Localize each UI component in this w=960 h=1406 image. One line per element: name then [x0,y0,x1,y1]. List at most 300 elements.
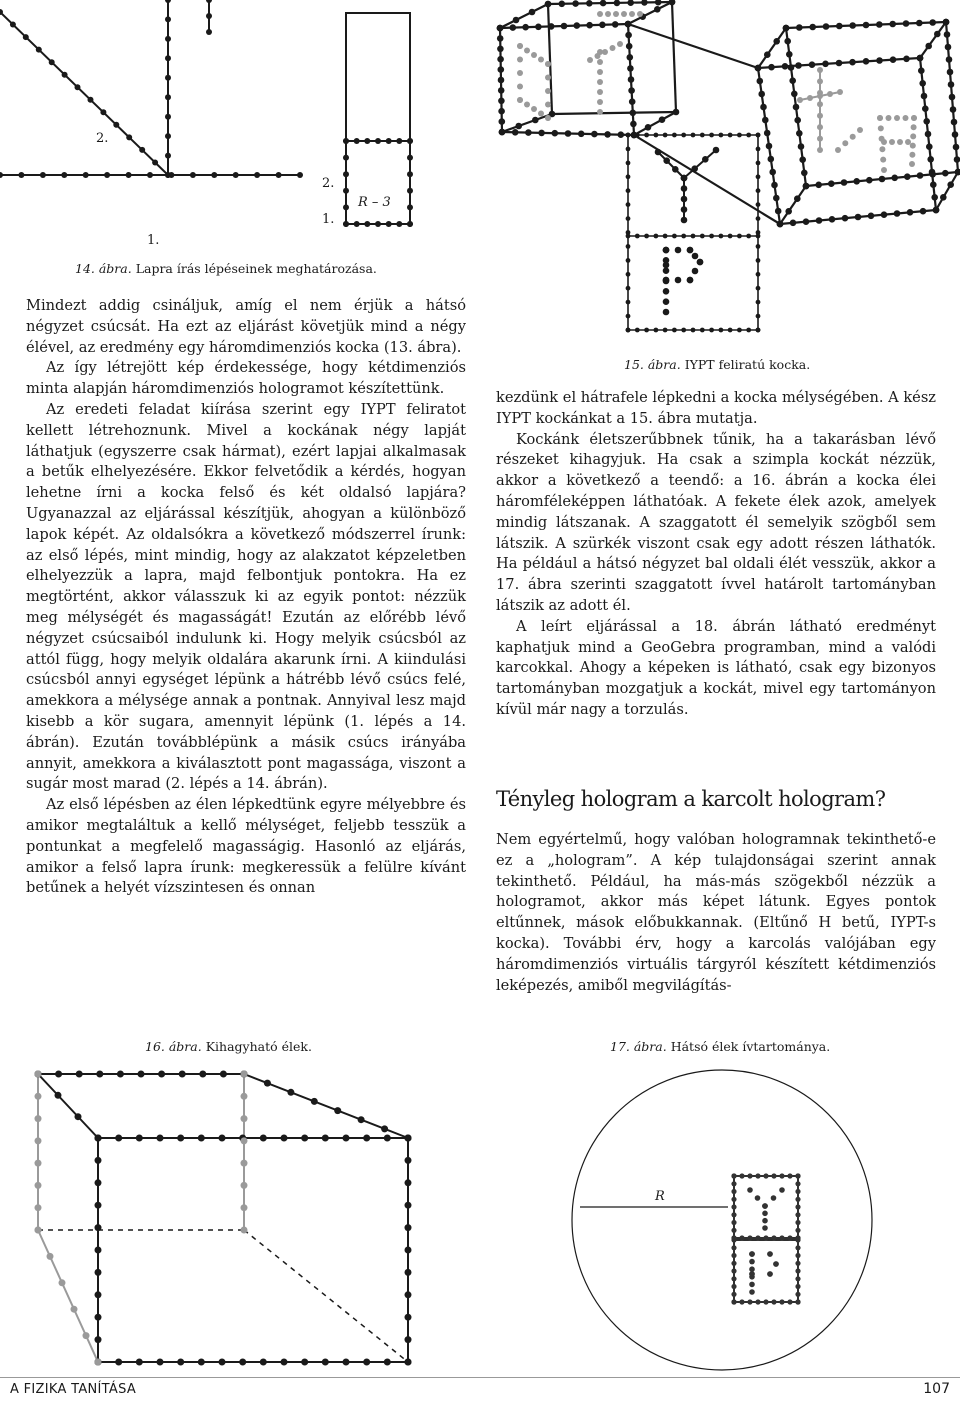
right-paragraph-2: Kockánk életszerűbbnek tűnik, ha a takarásban lévő részeket kihagyjuk. Ha csak a szimpla kockát nézzük, akkor a következő a teendő: a 16. ábrán a kocka élei háromféleképpen láthatóak. A fekete élek azok, amelyek mindig látszanak. A szaggatott él semelyik szögből sem látszik. A szürkék viszont csak egy adott részen láthatók. Ha például a hátsó négyzet bal oldali élét vesszük, akkor a 17. ábra szerinti szaggatott ívvel határolt tartományban látszik az adott él. [496,430,936,614]
fig15-edge-dot [764,130,771,137]
fig15-edge-dot [548,23,555,30]
fig15-letter-dot [655,149,662,156]
fig15-gray-letter-dot [835,147,841,153]
fig15-edge-dot [793,104,800,111]
fig15-letter-dot [691,165,698,172]
fig15-cube-edge [548,4,552,114]
fig16-edge-dot [95,1336,102,1343]
fig17-face-dot [731,1212,736,1217]
fig15-edge-dot [925,43,932,50]
fig15-gray-letter-dot [545,88,551,94]
fig15-face-dot [691,133,696,138]
fig15-edge-dot [578,131,585,138]
fig16-edge-dot [405,1359,412,1366]
fig16-edge-dot [95,1135,102,1142]
fig15-edge-dot [950,106,957,113]
fig15-letter-dot [672,166,679,173]
fig15-gray-letter-dot [897,139,903,145]
fig16-edge-dot [405,1247,412,1254]
fig14-vertical-dot [165,0,171,3]
fig14-square-dot [364,221,370,227]
fig16-edge-dot [322,1135,329,1142]
fig15-gray-letter-dot [587,57,593,63]
fig14-square-dot [343,138,349,144]
fig14-diagonal-dot [10,22,16,28]
fig15-edge-dot [866,177,873,184]
fig17-face-dot [795,1261,800,1266]
fig15-edge-dot [849,22,856,29]
fig17-letter-dot [767,1271,773,1277]
fig17-face-dot [731,1204,736,1209]
fig14-diagonal-dot [49,59,55,65]
fig14-vertical-dot [206,0,212,3]
right-paragraph-1: kezdünk el hátrafele lépkedni a kocka mélységében. A kész IYPT kockánkat a 15. ábra mutatja. [496,389,936,427]
fig15-face-dot [672,133,677,138]
fig15-face-dot [737,234,742,239]
fig14-diagonal-dot [139,147,145,153]
fig15-edge-dot [904,173,911,180]
fig15-gray-letter-dot [842,140,848,146]
fig15-letter-dot [663,309,670,316]
fig15-edge-dot [917,55,924,62]
fig14-horizontal-dot [61,172,67,178]
left-paragraph-4: Az első lépésben az élen lépkedtünk egyre mélyebbre és amikor megtaláltuk a kellő mélységet, feljebb tesszük a pontunkat a megfelelő magasságig. Hasonló az eljárás, amikor a felső lapra írunk: megkeressük a felülre kívánt betűnek a helyét vízszintesen és onnan [26,796,466,897]
fig15-gray-letter-dot [517,43,523,49]
fig14-diagonal-dot [36,47,42,53]
fig17-face-dot [755,1299,760,1304]
fig15-edge-dot [903,20,910,27]
fig15-gray-letter-dot [909,152,915,158]
fig15-face-dot [756,133,761,138]
left-text-column [26,296,466,899]
fig17-face-dot [779,1235,784,1240]
fig16-edge-dot [220,1071,227,1078]
fig16-edge-dot [358,1116,365,1123]
right-paragraph-4: Nem egyértelmű, hogy valóban hologramnak tekinthető-e ez a „hologram”. A kép tulajdonságai szerint annak tekinthető. Például, ha más-más szögekből nézzük a hologramot, akkor más képet látunk. Egyes pontok eltűnnek, mások előbukkannak. (Eltűnő H betű, IYPT-s kocka). További érv, hogy a karcolás valójában egy háromdimenziós virtuális tárgyról készített kétdimenziós leképezés, amiből megvilágítás- [496,831,936,994]
figure-15-caption [624,357,810,372]
fig15-edge-dot [561,23,568,30]
fig16-edge-dot [405,1157,412,1164]
fig15-edge-dot [777,221,784,228]
fig15-letter-dot [675,277,682,284]
fig16-edge-dot [311,1098,318,1105]
fig15-letter-dot [697,259,704,266]
fig17-letter-dot [749,1251,755,1257]
fig14-horizontal-dot [83,172,89,178]
fig16-edge-dot [363,1135,370,1142]
fig15-face-dot [728,328,733,333]
fig16-edge-dot [95,1314,102,1321]
figure-15-caption-number: 15. ábra. [624,357,681,372]
fig16-edge-dot [384,1359,391,1366]
fig14-square-dot [396,138,402,144]
fig15-cube-edge [672,2,676,112]
fig15-edge-dot [799,156,806,163]
fig15-edge-dot [953,144,960,151]
fig15-edge-dot [790,220,797,227]
fig16-edge-dot [260,1135,267,1142]
fig15-edge-dot [921,93,928,100]
fig15-edge-dot [522,24,529,31]
fig15-face-dot [626,258,631,263]
fig17-face-dot [787,1299,792,1304]
fig15-gray-letter-dot [817,90,823,96]
fig16-gray-dot [241,1182,248,1189]
fig15-edge-dot [599,22,606,29]
fig17-letter-dot [773,1261,779,1267]
fig17-face-dot [795,1181,800,1186]
fig17-letter-dot [762,1218,768,1224]
fig15-face-dot [644,328,649,333]
fig16-edge-dot [260,1359,267,1366]
fig15-face-dot [626,133,631,138]
fig15-gray-letter-dot [517,97,523,103]
fig15-letter-dot [663,267,670,274]
fig15-edge-dot [944,31,951,38]
fig15-letter-dot [692,268,699,275]
fig17-face-dot [795,1284,800,1289]
fig17-face-dot [795,1228,800,1233]
fig16-gray-dot [241,1115,248,1122]
fig16-edge-dot [322,1359,329,1366]
fig16-edge-dot [384,1135,391,1142]
fig16-edge-dot [136,1135,143,1142]
fig15-letter-dot [687,247,694,254]
fig17-face-dot [779,1299,784,1304]
fig15-edge-dot [940,194,947,201]
fig15-edge-dot [497,35,504,42]
fig14-diagonal-dot [88,97,94,103]
fig15-edge-dot [786,51,793,58]
fig15-edge-dot [618,131,625,138]
fig15-edge-dot [842,215,849,222]
fig15-face-dot [626,161,631,166]
fig16-gray-dot [71,1306,78,1313]
fig15-gray-letter-dot [817,136,823,142]
fig14-horizontal-dot [211,172,217,178]
fig17-radius-label: R [655,1189,665,1204]
fig15-edge-dot [946,56,953,63]
fig16-edge-dot [281,1135,288,1142]
fig16-gray-dot [83,1332,90,1339]
fig17-face-dot [795,1189,800,1194]
fig15-edge-dot [891,175,898,182]
fig15-gray-letter-dot [597,59,603,65]
fig17-face-dot [795,1253,800,1258]
fig16-edge-dot [405,1336,412,1343]
fig17-face-dot [795,1245,800,1250]
fig15-edge-dot [853,178,860,185]
fig15-letter-dot [663,298,670,305]
fig17-letter-dot [771,1195,777,1201]
fig15-face-dot [672,328,677,333]
fig15-gray-letter-dot [889,139,895,145]
fig17-face-dot [731,1173,736,1178]
fig15-edge-dot [795,62,802,69]
fig14-vertical-dot [165,75,171,81]
fig17-face-dot [787,1235,792,1240]
fig15-edge-dot [829,216,836,223]
fig15-letter-dot [681,196,688,203]
fig17-face-dot [731,1228,736,1233]
fig17-face-dot [795,1204,800,1209]
fig15-edge-dot [933,207,940,214]
fig15-face-dot [709,133,714,138]
fig14-diagonal-dot [75,84,81,90]
fig15-edge-dot [907,209,914,216]
fig15-edge-dot [798,143,805,150]
fig15-gray-letter-dot [881,167,887,173]
fig15-gray-letter-dot [517,57,523,63]
fig15-edge-dot [591,131,598,138]
fig15-edge-dot [655,0,662,6]
fig15-edge-dot [565,130,572,137]
fig15-face-dot [626,188,631,193]
fig15-edge-dot [796,24,803,31]
fig17-letter-dot [747,1187,753,1193]
fig15-face-dot [746,328,751,333]
fig16-edge-dot [343,1359,350,1366]
fig16-edge-dot [198,1359,205,1366]
fig15-edge-dot [529,9,536,16]
fig15-gray-letter-dot [797,97,803,103]
fig15-edge-dot [627,54,634,61]
figure-14-caption-number: 14. ábra. [75,261,132,276]
fig17-face-dot [779,1173,784,1178]
fig15-edge-dot [919,80,926,87]
fig15-gray-letter-dot [597,11,603,17]
fig14-square-dot [396,221,402,227]
fig15-edge-dot [889,21,896,28]
fig17-face-dot [795,1237,800,1242]
fig16-edge-dot [179,1071,186,1078]
fig15-face-dot [626,286,631,291]
fig15-edge-dot [626,43,633,50]
fig16-edge-dot [334,1107,341,1114]
fig15-gray-letter-dot [621,11,627,17]
fig17-face-dot [731,1181,736,1186]
fig15-edge-dot [627,65,634,72]
fig15-edge-dot [849,59,856,66]
fig15-edge-dot [894,210,901,217]
fig15-edge-dot [498,77,505,84]
fig15-edge-dot [791,91,798,98]
fig15-edge-dot [917,172,924,179]
fig15-gray-letter-dot [597,109,603,115]
fig17-face-dot [731,1261,736,1266]
fig17-face-dot [755,1173,760,1178]
fig15-cube-edge [548,2,672,4]
fig14-square-dot [375,221,381,227]
fig15-edge-dot [863,22,870,29]
fig15-gray-letter-dot [903,115,909,121]
fig15-face-dot [746,234,751,239]
fig15-edge-dot [881,211,888,218]
fig15-gray-letter-dot [837,89,843,95]
fig15-gray-letter-dot [597,49,603,55]
figure-15-caption-text: IYPT feliratú kocka. [680,357,811,372]
fig15-edge-dot [768,64,775,71]
fig15-edge-dot [801,170,808,177]
fig15-letter-dot [663,262,670,269]
fig15-edge-dot [535,24,542,31]
fig16-gray-dot [241,1137,248,1144]
fig15-edge-dot [559,1,566,8]
fig14-square-dot [354,221,360,227]
fig15-edge-dot [625,21,632,28]
fig17-face-dot [731,1189,736,1194]
fig15-cube-edge [502,114,552,132]
fig15-gray-letter-dot [817,113,823,119]
fig17-letter-dot [749,1289,755,1295]
fig15-edge-dot [929,19,936,26]
fig16-edge-dot [95,1179,102,1186]
fig15-edge-dot [572,0,579,7]
fig15-gray-letter-dot [910,133,916,139]
fig15-gray-letter-dot [817,124,823,130]
footer-journal-title: A FIZIKA TANÍTÁSA [10,1382,137,1397]
figure-17-caption [610,1039,830,1054]
fig15-letter-dot [663,157,670,164]
fig17-face-dot [795,1292,800,1297]
fig14-square-dot [386,138,392,144]
left-paragraph-1: Mindezt addig csináljuk, amíg el nem érjük a hátsó négyzet csúcsát. Ha ezt az eljárást követjük mind a négy élével, az eredmény egy háromdimenziós kocka (13. ábra). [26,297,466,356]
fig15-edge-dot [803,183,810,190]
fig14-horizontal-dot [190,172,196,178]
fig16-edge-dot [405,1314,412,1321]
fig16-edge-dot [405,1224,412,1231]
fig15-edge-dot [773,195,780,202]
fig15-gray-letter-dot [911,124,917,130]
figure-16-caption-number: 16. ábra. [145,1039,202,1054]
fig14-label-step-1-left: 1. [147,233,160,248]
fig17-face-dot [739,1235,744,1240]
fig15-edge-dot [954,156,960,163]
fig15-edge-dot [766,143,773,150]
fig15-edge-dot [927,156,934,163]
fig15-gray-letter-dot [879,146,885,152]
fig15-face-dot [756,258,761,263]
fig14-label-step-1-right: 1. [322,212,335,227]
fig14-diagonal-dot [126,134,132,140]
fig15-edge-dot [764,51,771,58]
fig15-gray-letter-dot [538,111,544,117]
fig15-face-dot [626,328,631,333]
fig17-range-circle [572,1070,872,1370]
fig15-edge-dot [659,116,666,123]
fig17-letter-dot [762,1203,768,1209]
fig15-edge-dot [947,69,954,76]
fig14-square-dot [343,204,349,210]
fig17-face-dot [795,1268,800,1273]
fig14-diagonal-dot [100,109,106,115]
fig15-edge-dot [654,6,661,13]
fig15-edge-dot [532,117,539,124]
fig16-edge-dot [287,1089,294,1096]
fig15-face-dot [663,234,668,239]
fig16-edge-dot [138,1071,145,1078]
fig15-edge-dot [604,131,611,138]
fig15-edge-dot [552,130,559,137]
fig15-edge-dot [809,24,816,31]
fig15-edge-dot [943,19,950,26]
fig15-edge-dot [922,105,929,112]
fig15-edge-dot [931,194,938,201]
fig16-gray-dot [35,1115,42,1122]
fig15-edge-dot [538,130,545,137]
fig14-diagonal-dot [113,122,119,128]
fig14-horizontal-dot [233,172,239,178]
fig17-face-dot [771,1235,776,1240]
fig15-gray-letter-dot [545,61,551,67]
fig15-gray-letter-dot [524,102,530,108]
figure-17-drawing [480,1058,960,1374]
fig14-square-dot [375,138,381,144]
fig17-face-dot [731,1237,736,1242]
fig15-edge-dot [499,129,506,136]
fig15-edge-dot [916,20,923,27]
fig15-cube-edge [936,172,958,210]
fig17-letter-dot [762,1211,768,1217]
fig15-edge-dot [760,104,767,111]
fig15-edge-dot [836,23,843,30]
fig15-edge-dot [822,61,829,68]
fig14-vertical-dot [165,36,171,42]
fig16-edge-dot [115,1135,122,1142]
fig15-edge-dot [614,0,621,6]
fig14-square-dot [407,221,413,227]
fig15-edge-dot [525,129,532,136]
fig15-face-dot [626,234,631,239]
fig16-edge-dot [281,1359,288,1366]
fig15-face-dot [681,234,686,239]
left-paragraph-2: Az így létrejött kép érdekessége, hogy kétdimenziós minta alapján háromdimenziós hologramot készítettünk. [26,359,466,398]
fig15-edge-dot [920,208,927,215]
figure-14-drawing [0,0,420,248]
fig15-face-dot [756,314,761,319]
fig15-face-dot [756,234,761,239]
fig14-square-dot [343,221,349,227]
fig15-edge-dot [841,179,848,186]
fig15-face-dot [691,328,696,333]
fig14-square-dot [407,138,413,144]
fig14-vertical-dot [165,153,171,159]
fig15-edge-dot [868,213,875,220]
fig17-face-dot [731,1253,736,1258]
fig15-edge-dot [586,0,593,7]
fig15-face-dot [700,133,705,138]
fig15-face-dot [756,244,761,249]
fig14-horizontal-dot [18,172,24,178]
fig17-face-dot [731,1284,736,1289]
fig14-label-step-2-right: 2. [322,176,335,191]
fig17-face-dot [795,1197,800,1202]
fig15-edge-dot [771,182,778,189]
figure-16-caption [145,1039,312,1054]
fig14-square-dot [364,138,370,144]
fig15-gray-letter-dot [886,115,892,121]
fig14-horizontal-dot [276,172,282,178]
fig15-cube-edge [552,112,676,114]
fig15-edge-dot [612,21,619,28]
fig17-letter-dot [749,1266,755,1272]
fig16-edge-dot [343,1135,350,1142]
fig15-face-dot [635,234,640,239]
fig15-edge-dot [574,22,581,29]
fig15-cube-edge [758,28,786,68]
fig15-face-dot [644,133,649,138]
fig15-gray-letter-dot [850,134,856,140]
